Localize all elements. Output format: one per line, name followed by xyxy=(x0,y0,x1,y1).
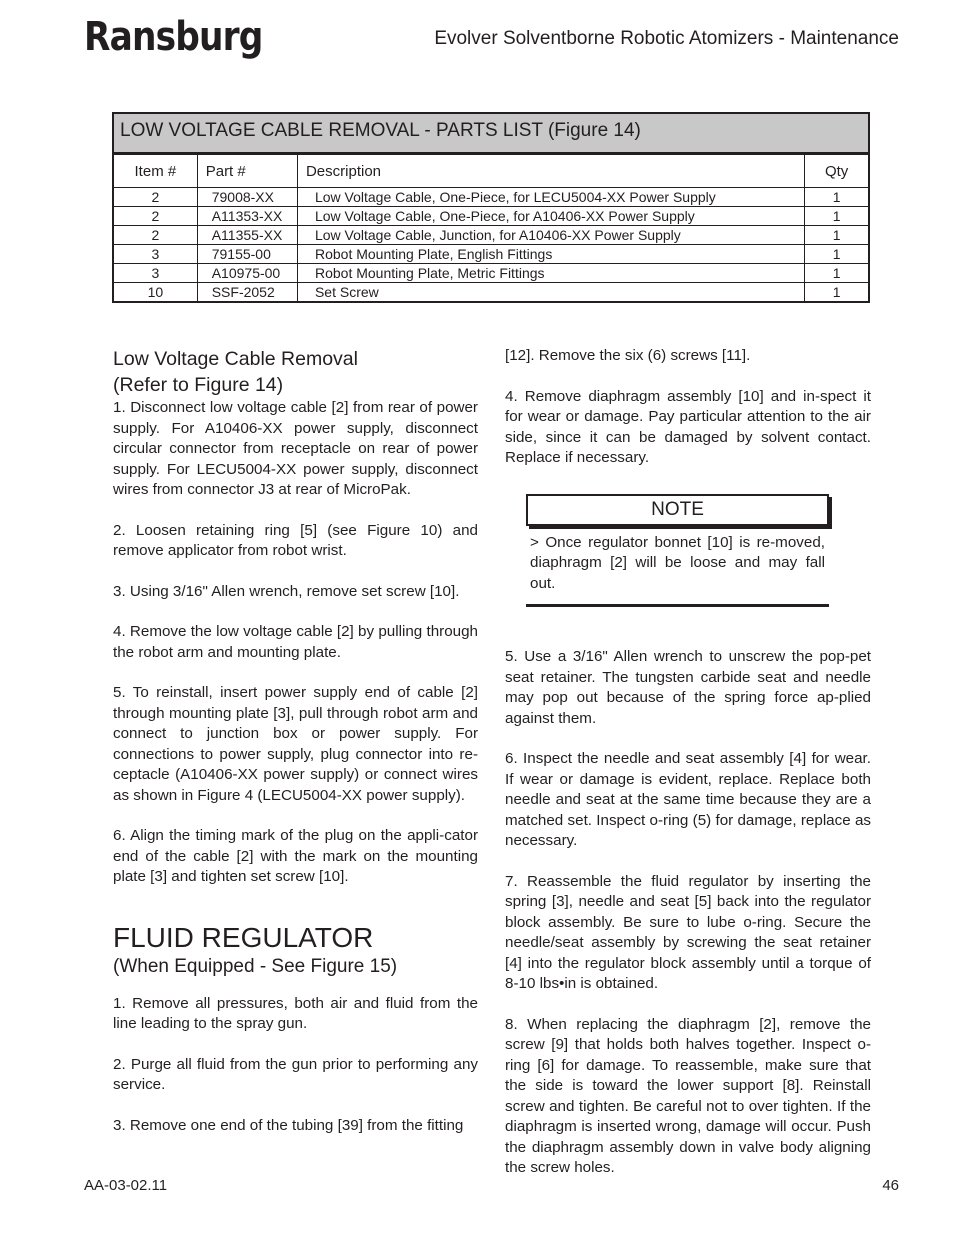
cell-item: 10 xyxy=(113,283,197,303)
document-title: Evolver Solventborne Robotic Atomizers - Maintenance xyxy=(434,28,899,49)
step-paragraph: 5. Use a 3/16" Allen wrench to unscrew the pop-pet seat retainer. The tungsten carbide seat and needle may pop out because of the spring force ap-plied against them. xyxy=(505,648,871,727)
step-paragraph: [12]. Remove the six (6) screws [11]. xyxy=(505,347,751,364)
footer-page-number: 46 xyxy=(882,1177,899,1194)
right-column xyxy=(505,346,871,1199)
parts-list-title: LOW VOLTAGE CABLE REMOVAL - PARTS LIST (Figure 14) xyxy=(112,112,870,154)
cell-item: 3 xyxy=(113,264,197,283)
cell-qty: 1 xyxy=(805,245,869,264)
column-header-part: Part # xyxy=(197,155,297,188)
section-subtitle: (Refer to Figure 14) xyxy=(113,374,284,396)
fluid-regulator-title: FLUID REGULATOR xyxy=(113,921,374,953)
step-paragraph: 7. Reassemble the fluid regulator by inserting the spring [3], needle and seat [5] back into the regulator block assembly. Be sure to lube o-ring. Secure the needle/seat assembly by screwing the seat retainer [4] into the regulator block assembly until a torque of 8-10 lbs•in is obtained. xyxy=(505,872,871,992)
cell-qty: 1 xyxy=(805,264,869,283)
cell-part: 79155-00 xyxy=(197,245,297,264)
step-paragraph: 4. Remove diaphragm assembly [10] and in-spect it for wear or damage. Pay particular attention to the air side, since it can be damaged by solvent contact. Replace if necessary. xyxy=(505,387,871,466)
cell-item: 3 xyxy=(113,245,197,264)
brand-logo: Ransburg xyxy=(84,14,263,60)
step-paragraph: 2. Loosen retaining ring [5] (see Figure 10) and remove applicator from robot wrist. xyxy=(113,521,478,559)
cell-qty: 1 xyxy=(805,283,869,303)
step-paragraph: 3. Remove one end of the tubing [39] from the fitting xyxy=(113,1116,464,1134)
cell-description: Set Screw xyxy=(297,283,804,303)
table-row xyxy=(113,283,869,303)
cell-description: Low Voltage Cable, One-Piece, for A10406-XX Power Supply xyxy=(297,207,804,226)
column-header-qty: Qty xyxy=(805,155,869,188)
cell-qty: 1 xyxy=(805,207,869,226)
cell-part: A11355-XX xyxy=(197,226,297,245)
parts-table-body xyxy=(113,188,869,303)
table-row xyxy=(113,245,869,264)
step-paragraph: 1. Disconnect low voltage cable [2] from rear of power supply. For A10406-XX power supply, disconnect circular connector from receptacle on rear of power supply. For LECU5004-XX power supply, disconnect wires from connector J3 at rear of MicroPak. xyxy=(113,399,478,498)
cell-item: 2 xyxy=(113,188,197,207)
parts-list-table xyxy=(112,112,870,303)
left-column xyxy=(113,346,478,1156)
parts-table xyxy=(112,154,870,303)
step-paragraph: 8. When replacing the diaphragm [2], remove the screw [9] that holds both halves together. Inspect o-ring [6] for damage. To reassemble, make sure that the side is toward the lower support [8]. Reinstall screw and tighten. Be careful not to over tighten. If the diaphragm is inserted wrong, damage will occur. Push the diaphragm assembly down in valve body aligning the screw holes. xyxy=(505,1015,871,1176)
fluid-regulator-subtitle: (When Equipped - See Figure 15) xyxy=(113,955,398,977)
step-paragraph: 6. Inspect the needle and seat assembly [4] for wear. If wear or damage is evident, replace. Replace both needle and seat at the same time because they are a matched set. Inspect o-ring (5) for damage, replace as necessary. xyxy=(505,750,871,849)
section-title: Low Voltage Cable Removal xyxy=(113,348,358,370)
cell-part: 79008-XX xyxy=(197,188,297,207)
step-paragraph: 6. Align the timing mark of the plug on the appli-cator end of the cable [2] with the mark on the mounting plate [3] and tighten set screw [10]. xyxy=(113,827,478,885)
note-text: > Once regulator bonnet [10] is re-moved, diaphragm [2] will be loose and may fall out. xyxy=(526,526,829,608)
step-paragraph: 3. Using 3/16" Allen wrench, remove set screw [10]. xyxy=(113,582,460,600)
cell-description: Robot Mounting Plate, Metric Fittings xyxy=(297,264,804,283)
cell-description: Robot Mounting Plate, English Fittings xyxy=(297,245,804,264)
note-title: NOTE xyxy=(526,494,829,526)
cell-part: A10975-00 xyxy=(197,264,297,283)
table-row xyxy=(113,226,869,245)
step-paragraph: 5. To reinstall, insert power supply end of cable [2] through mounting plate [3], pull through robot arm and connect to junction box or power supply. For connections to power supply, plug connector into re-ceptacle (A10406-XX power supply) or connect wires as shown in Figure 4 (LECU5004-XX power supply). xyxy=(113,684,478,804)
column-header-item: Item # xyxy=(113,155,197,188)
note-box xyxy=(526,494,829,608)
step-paragraph: 4. Remove the low voltage cable [2] by pulling through the robot arm and mounting plate. xyxy=(113,623,478,661)
cell-description: Low Voltage Cable, One-Piece, for LECU5004-XX Power Supply xyxy=(297,188,804,207)
cell-item: 2 xyxy=(113,207,197,226)
footer-doc-number: AA-03-02.11 xyxy=(84,1177,168,1194)
cell-qty: 1 xyxy=(805,226,869,245)
column-header-description: Description xyxy=(297,155,804,188)
cell-part: A11353-XX xyxy=(197,207,297,226)
table-row xyxy=(113,188,869,207)
cell-part: SSF-2052 xyxy=(197,283,297,303)
table-row xyxy=(113,264,869,283)
cell-description: Low Voltage Cable, Junction, for A10406-XX Power Supply xyxy=(297,226,804,245)
cell-item: 2 xyxy=(113,226,197,245)
step-paragraph: 2. Purge all fluid from the gun prior to performing any service. xyxy=(113,1055,478,1093)
cell-qty: 1 xyxy=(805,188,869,207)
table-row xyxy=(113,207,869,226)
step-paragraph: 1. Remove all pressures, both air and fluid from the line leading to the spray gun. xyxy=(113,994,478,1032)
